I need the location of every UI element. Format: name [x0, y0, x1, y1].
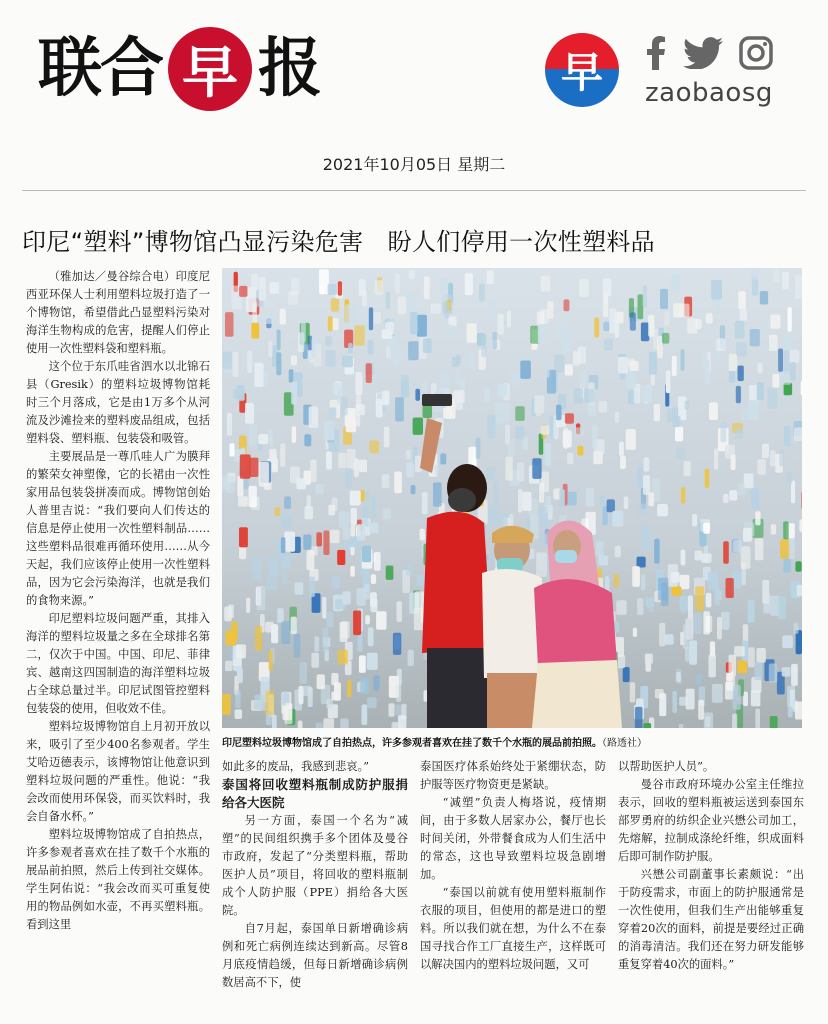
caption-text: 印尼塑料垃圾博物馆成了自拍热点，许多参观者喜欢在挂了数千个水瓶的展品前拍照。	[222, 738, 602, 749]
paragraph: 这个位于东爪哇省泗水以北锦石县（Gresik）的塑料垃圾博物馆耗时三个月落成，它是由1万多个从河流及沙滩捡来的塑料废品组成，包括塑料袋、塑料瓶、包装袋和吸管。	[26, 360, 210, 445]
masthead-logo	[38, 24, 458, 114]
masthead-char: 联	[38, 31, 100, 106]
article-photo	[222, 268, 802, 728]
social-handle: zaobaosg	[645, 78, 773, 108]
paragraph: “泰国以前就有使用塑料瓶制作衣服的项目，但使用的都是进口的塑料。所以我们就在想，为什么不在泰国寻找合作工厂直接生产，这样既可以解决国内的塑料垃圾问题，又可	[420, 886, 606, 971]
issue-date: 2021年10月05日 星期二	[322, 155, 506, 174]
masthead-char: 合	[100, 31, 162, 106]
instagram-icon[interactable]	[739, 36, 773, 70]
paragraph: （雅加达／曼谷综合电）印度尼西亚环保人士利用塑料垃圾打造了一个博物馆，希望借此凸显塑料污染对海洋生物构成的危害，提醒人们停止使用一次性塑料袋和塑料瓶。	[26, 270, 210, 355]
subheadline: 泰国将回收塑料瓶制成防护服捐给各大医院	[222, 777, 408, 810]
paragraph: 另一方面，泰国一个名为“减塑”的民间组织携手多个团体及曼谷市政府，发起了“分类塑料瓶，帮助医护人员”项目，将回收的塑料瓶制成个人防护服（PPE）捐给各大医院。	[222, 814, 408, 917]
paragraph: “减塑”负责人梅塔说，疫情期间，由于多数人居家办公，餐厅也长时间关闭，外带餐食成为人们生活中的常态，这也导致塑料垃圾急剧增加。	[420, 796, 606, 881]
paragraph: 自7月起，泰国单日新增确诊病例和死亡病例连续达到新高。尽管8月底疫情趋缓，但每日新增确诊病例数居高不下，使	[222, 922, 408, 989]
zaobao-logo-icon	[545, 33, 619, 107]
twitter-icon[interactable]	[683, 37, 723, 69]
paragraph: 泰国医疗体系始终处于紧绷状态，防护服等医疗物资更是紧缺。	[420, 760, 606, 791]
article-column-1	[26, 268, 210, 934]
article-column-2	[222, 758, 408, 992]
paragraph: 主要展品是一尊爪哇人广为膜拜的繁荣女神塑像，它的长裙由一次性家用品包装袋拼凑而成。博物馆创始人普里吉说：“我们要向人们传达的信息是停止使用一次性塑料制品……这些塑料品很难再循环使用……从今天起，我们应该停止使用一次性塑料品，因为它会污染海洋，也就是我们的食物来源。”	[26, 450, 210, 607]
paragraph: 以帮助医护人员”。	[618, 760, 715, 773]
article-column-4	[618, 758, 804, 974]
paragraph: 兴懋公司副董事长素颇说：“出于防疫需求，市面上的防护服通常是一次性使用，但我们生产出能够重复穿着20次的面料，前提是要经过正确的消毒清洁。我们还在努力研发能够重复穿着40次的面料。”	[618, 868, 804, 971]
divider	[22, 190, 806, 191]
paragraph: 如此多的废品，我感到悲哀。”	[222, 760, 369, 773]
paragraph: 塑料垃圾博物馆成了自拍热点，许多参观者喜欢在挂了数千个水瓶的展品前拍照，然后上传到社交媒体。学生阿佑说：“我会改而买可重复使用的物品例如水壶，不再买塑料瓶。看到这里	[26, 828, 210, 931]
logo-char: 早	[560, 48, 603, 97]
paragraph: 印尼塑料垃圾问题严重，其排入海洋的塑料垃圾量之多在全球排名第二，仅次于中国。中国、印尼、菲律宾、越南这四国制造的海洋塑料垃圾占全球总量过半。印尼试图管控塑料包装袋的使用，但收效不佳。	[26, 612, 210, 715]
paragraph: 塑料垃圾博物馆自上月初开放以来，吸引了至少400名参观者。学生艾哈迈德表示，该博物馆让他意识到塑料垃圾问题的严重性。他说：“我会改而使用环保袋，而买饮料时，我会自备水杯。”	[26, 720, 210, 823]
photo-caption	[222, 734, 802, 749]
article-column-3	[420, 758, 606, 974]
facebook-icon[interactable]	[645, 36, 667, 70]
paragraph: 曼谷市政府环境办公室主任维拉表示，回收的塑料瓶被运送到泰国东部罗勇府的纺织企业兴懋公司加工，先熔解，拉制成涤纶纤维，织成面料后即可制作防护服。	[618, 778, 804, 863]
photo-credit: （路透社）	[602, 738, 647, 749]
masthead-zao-circle: 早	[168, 27, 252, 111]
headline: 印尼“塑料”博物馆凸显污染危害 盼人们停用一次性塑料品	[22, 228, 655, 256]
social-icons	[645, 36, 773, 70]
masthead-char: 报	[258, 31, 320, 106]
